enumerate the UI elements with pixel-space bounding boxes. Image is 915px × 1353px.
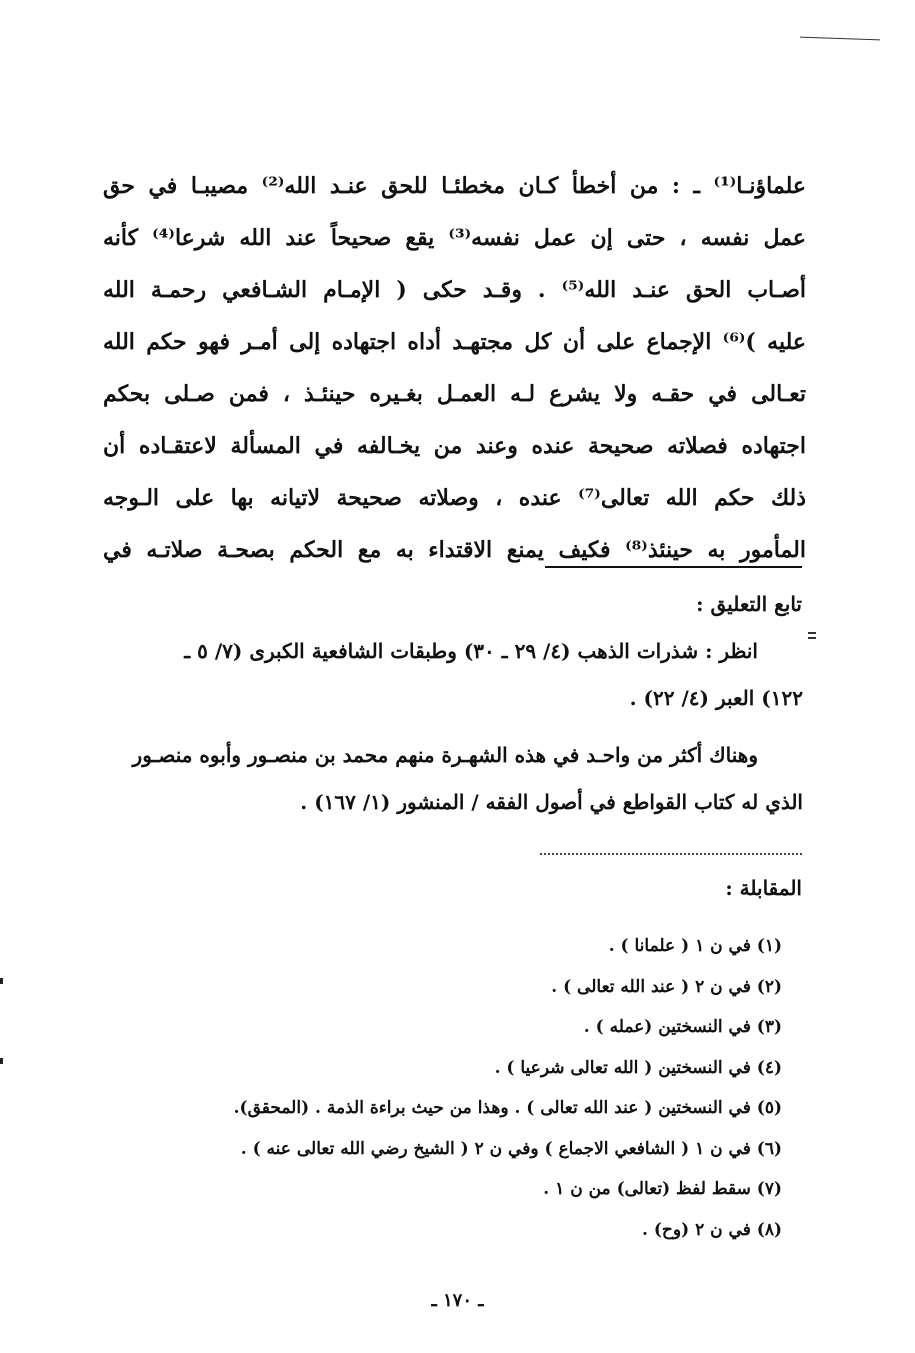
- main-text-line: عمل نفسه ، حتى إن عمل نفسه⁽³⁾ يقع صحيحاً عند الله شرعا⁽⁴⁾ كأنه: [103, 225, 806, 251]
- main-text-line: المأمور به حينئذ⁽⁸⁾ فكيف يمنع الاقتداء به مع الحكم بصحـة صلاتـه في: [103, 537, 806, 563]
- main-text-line: تعـالى في حقـه ولا يشرع لـه العمـل بغـيره حينئـذ ، فمن صـلى بحكم: [103, 381, 806, 407]
- page-number: ـ ١٧٠ ـ: [431, 1290, 484, 1311]
- collation-note: (٢) في ن ٢ ( عند الله تعالى ) .: [551, 976, 782, 997]
- commentary-line: وهناك أكثر من واحـد في هذه الشهـرة منهم محمد بن منصـور وأبوه منصـور: [132, 743, 758, 767]
- main-text-line: أصـاب الحق عنـد الله⁽⁵⁾ . وقـد حكى ( الإمـام الشـافعي رحمـة الله: [103, 277, 806, 303]
- commentary-paragraph-2: [103, 732, 803, 826]
- main-text-line: اجتهاده فصلاته صحيحة عنده وعند من يخـالفه في المسألة لاعتقـاده أن: [103, 433, 806, 459]
- main-text-line: عليه )⁽⁶⁾ الإجماع على أن كل مجتهـد أداه اجتهاده إلى أمـر فهو حكم الله: [103, 329, 806, 355]
- scan-edge-mark: [0, 1058, 3, 1064]
- collation-note: (٣) في النسختين (عمله ) .: [583, 1017, 782, 1037]
- commentary-line: الذي له كتاب القواطع في أصول الفقه / المنشور (١/ ١٦٧) .: [300, 790, 803, 814]
- scan-mark: [800, 37, 880, 41]
- commentary-line: ١٢٢) العبر (٤/ ٢٢) .: [629, 686, 803, 710]
- main-text: [103, 160, 806, 576]
- footnote-separator: [545, 566, 802, 568]
- collation-note: (٤) في النسختين ( الله تعالى شرعيا ) .: [494, 1057, 782, 1078]
- commentary-heading: تابع التعليق :: [696, 592, 802, 616]
- commentary-line: انظر : شذرات الذهب (٤/ ٢٩ ـ ٣٠) وطبقات الشافعية الكبرى (٧/ ٥ ـ: [184, 639, 758, 663]
- scan-edge-mark: [0, 978, 3, 984]
- main-text-line: ذلك حكم الله تعالى⁽⁷⁾ عنده ، وصلاته صحيحة لاتيانه بها على الـوجه: [103, 485, 806, 511]
- collation-note: (٦) في ن ١ ( الشافعي الاجماع ) وفي ن ٢ ( الشيخ رضي الله تعالى عنه ) .: [240, 1138, 782, 1159]
- collation-note: (٨) في ن ٢ (وح) .: [642, 1219, 782, 1240]
- collation-note: (٥) في النسختين ( عند الله تعالى ) . وهذا من حيث براءة الذمة . (المحقق).: [233, 1098, 782, 1118]
- margin-mark: [808, 632, 816, 634]
- collation-note: (١) في ن ١ ( علمانا ) .: [608, 936, 782, 956]
- collation-heading: المقابلة :: [725, 876, 802, 900]
- margin-mark: [808, 637, 816, 639]
- commentary-paragraph-1: [103, 628, 803, 722]
- main-text-line: علماؤنـا⁽¹⁾ ـ : من أخطأ كـان مخطئـا للحق عنـد الله⁽²⁾ مصيبـا في حق: [103, 173, 806, 199]
- dotted-separator: [540, 853, 802, 855]
- collation-notes: [150, 926, 782, 1250]
- collation-note: (٧) سقط لفظ (تعالى) من ن ١ .: [543, 1179, 782, 1199]
